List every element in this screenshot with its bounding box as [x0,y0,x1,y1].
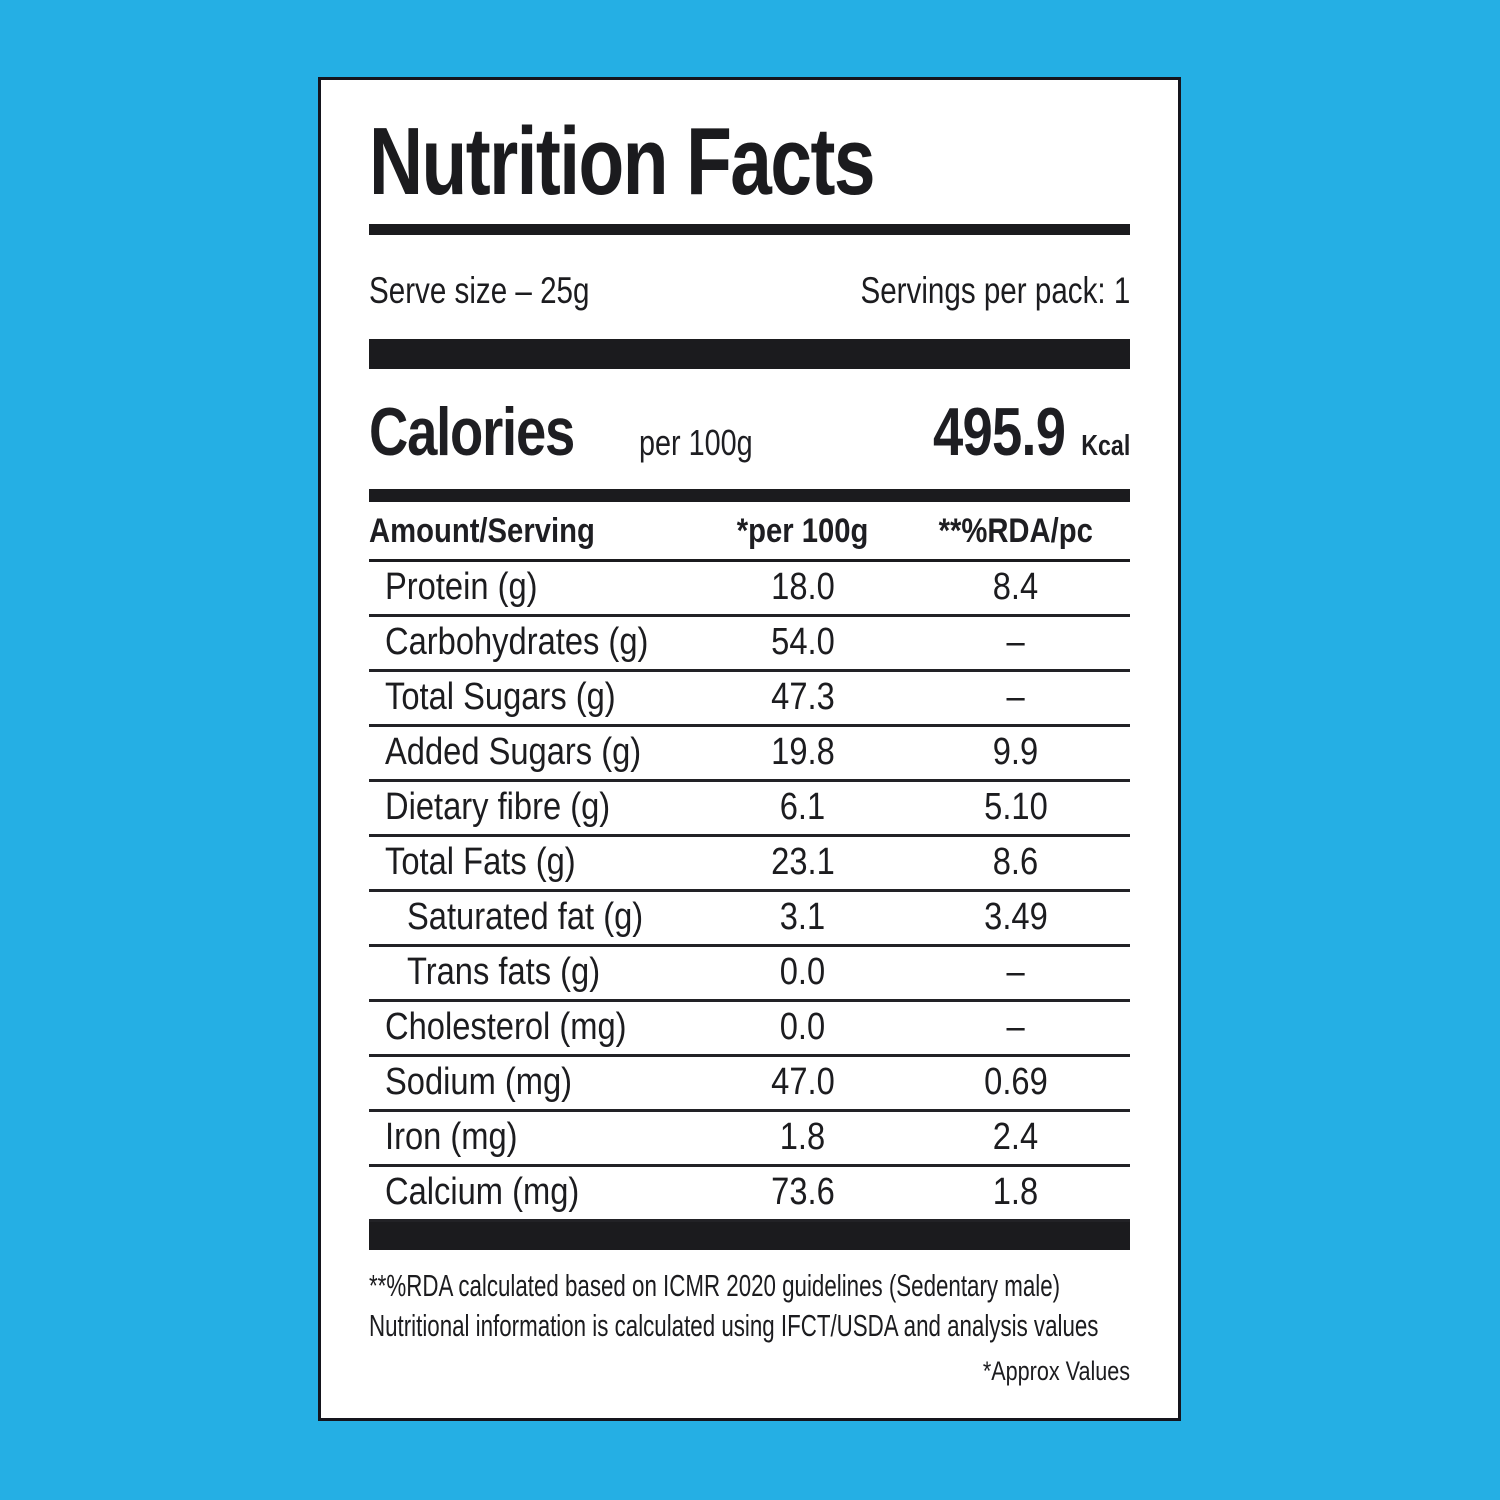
per-100g-value: 3.1 [780,896,826,939]
table-row-saturated-fat [369,892,1130,947]
per-100g-value: 73.6 [770,1171,835,1214]
nutrient-label: Trans fats (g) [407,951,601,994]
nutrient-label: Added Sugars (g) [385,731,642,774]
rda-value: 8.6 [993,841,1039,884]
table-row-carbohydrates [369,617,1130,672]
table-row-total-sugars [369,672,1130,727]
per-100g-value: 18.0 [770,566,835,609]
calories-row [369,369,1130,488]
table-row-trans-fats [369,947,1130,1002]
per-100g-value: 54.0 [770,621,835,664]
table-row-added-sugars [369,727,1130,782]
page-title: Nutrition Facts [369,108,874,215]
nutrient-label: Sodium (mg) [385,1061,573,1104]
serve-size-text: Serve size – 25g [369,270,590,311]
per-100g-value: 47.0 [770,1061,835,1104]
header-amount-serving: Amount/Serving [369,511,595,550]
nutrient-label: Carbohydrates (g) [385,621,649,664]
rda-value: 8.4 [993,566,1039,609]
footer-divider-bar [369,1222,1130,1250]
per-100g-value: 0.0 [780,1006,826,1049]
footnotes [369,1266,1130,1347]
table-row-sodium [369,1057,1130,1112]
calories-divider-bar [369,489,1130,502]
rda-value: 9.9 [993,731,1039,774]
per-100g-value: 6.1 [780,786,826,829]
footnote-sources: Nutritional information is calculated using IFCT/USDA and analysis values [369,1308,1099,1344]
rda-value: 2.4 [993,1116,1039,1159]
nutrient-label: Saturated fat (g) [407,896,644,939]
rda-value: 0.69 [984,1061,1048,1104]
rda-value: – [1006,1006,1025,1049]
calories-basis: per 100g [639,422,754,464]
table-header-row [369,502,1130,562]
calories-unit: Kcal [1080,430,1130,463]
footnote-rda: **%RDA calculated based on ICMR 2020 guidelines (Sedentary male) [369,1267,1061,1303]
title-divider-bar [369,224,1130,235]
table-row-calcium [369,1167,1130,1222]
servings-per-pack-text: Servings per pack: 1 [860,270,1130,311]
nutrient-label: Calcium (mg) [385,1171,580,1214]
section-divider-bar-thick [369,339,1130,369]
nutrient-label: Protein (g) [385,566,538,609]
table-row-cholesterol [369,1002,1130,1057]
per-100g-value: 47.3 [770,676,835,719]
approx-values-note: *Approx Values [982,1356,1130,1387]
header-per-100g: *per 100g [736,511,869,550]
calories-label-group [369,394,781,471]
per-100g-value: 23.1 [770,841,835,884]
rda-value: – [1006,951,1025,994]
rda-value: 5.10 [984,786,1048,829]
nutrient-label: Total Sugars (g) [385,676,616,719]
table-row-protein [369,562,1130,617]
table-row-dietary-fibre [369,782,1130,837]
per-100g-value: 0.0 [780,951,826,994]
per-100g-value: 19.8 [770,731,835,774]
nutrition-facts-card [318,77,1181,1421]
serving-info-row [369,269,1130,313]
rda-value: 3.49 [984,896,1048,939]
table-row-iron [369,1112,1130,1167]
rda-value: – [1006,621,1025,664]
table-row-total-fats [369,837,1130,892]
header-rda-pc: **%RDA/pc [938,511,1094,550]
calories-label: Calories [369,394,575,471]
nutrient-label: Iron (mg) [385,1116,518,1159]
nutrient-label: Total Fats (g) [385,841,576,884]
nutrient-label: Dietary fibre (g) [385,786,611,829]
calories-value: 495.9 [932,394,1065,471]
rda-value: – [1006,676,1025,719]
per-100g-value: 1.8 [780,1116,826,1159]
calories-value-group [900,394,1130,471]
nutrient-label: Cholesterol (mg) [385,1006,627,1049]
rda-value: 1.8 [993,1171,1039,1214]
